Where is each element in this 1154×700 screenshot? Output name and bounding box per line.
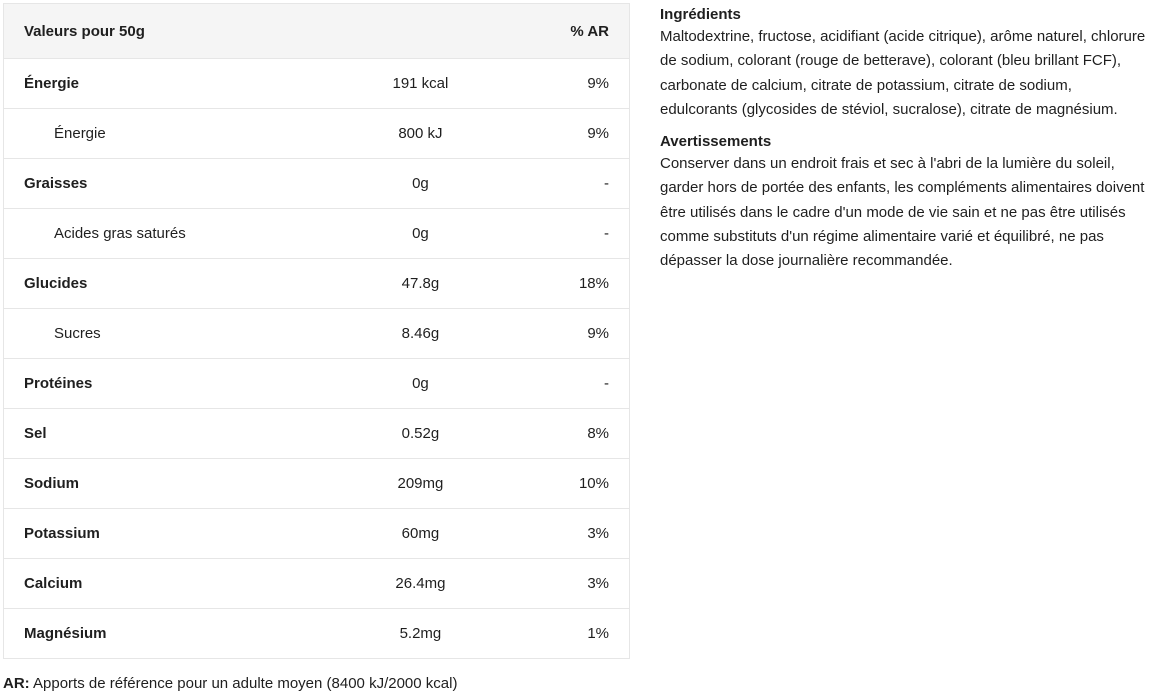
row-pct: 9%	[522, 59, 629, 109]
row-value: 800 kJ	[318, 109, 522, 159]
row-label: Potassium	[4, 509, 319, 559]
row-pct: -	[522, 359, 629, 409]
warnings-title: Avertissements	[660, 133, 772, 151]
row-pct: 18%	[522, 259, 629, 309]
row-label: Sucres	[4, 309, 319, 359]
row-label: Magnésium	[4, 609, 319, 659]
row-label: Graisses	[4, 159, 319, 209]
row-pct: -	[522, 159, 629, 209]
row-pct: 8%	[522, 409, 629, 459]
table-row	[4, 159, 630, 209]
table-header-row	[4, 4, 630, 59]
table-row	[4, 509, 630, 559]
table-row	[4, 109, 630, 159]
row-label: Énergie	[4, 109, 319, 159]
header-pct: % AR	[522, 4, 629, 59]
row-value: 47.8g	[318, 259, 522, 309]
row-label: Sodium	[4, 459, 319, 509]
table-row	[4, 59, 630, 109]
header-value	[318, 4, 522, 59]
row-label: Glucides	[4, 259, 319, 309]
row-label: Calcium	[4, 559, 319, 609]
row-value: 0g	[318, 209, 522, 259]
ingredients-text: Maltodextrine, fructose, acidifiant (acide citrique), arôme naturel, chlorure de sodium, colorant (rouge de betterave), colorant (bleu brillant FCF), carbonate de calcium, citrate de potassium, citrate de sodium, edulcorants (glycosides de stéviol, sucralose), citrate de magnésium.	[660, 28, 1146, 118]
row-value: 8.46g	[318, 309, 522, 359]
row-value: 0.52g	[318, 409, 522, 459]
row-label: Énergie	[4, 59, 319, 109]
footnote-abbr: AR:	[3, 675, 30, 692]
warnings-text: Conserver dans un endroit frais et sec à l'abri de la lumière du soleil, garder hors de portée des enfants, les compléments alimentaires doivent être utilisés dans le cadre d'un mode de vie sain et ne pas être utilisés comme substituts d'un régime alimentaire varié et équilibré, ne pas dépasser la dose journalière recommandée.	[660, 155, 1145, 270]
row-value: 60mg	[318, 509, 522, 559]
row-pct: 3%	[522, 509, 629, 559]
row-pct: 9%	[522, 309, 629, 359]
row-pct: 9%	[522, 109, 629, 159]
row-pct: 3%	[522, 559, 629, 609]
row-pct: 10%	[522, 459, 629, 509]
table-row	[4, 559, 630, 609]
row-label: Sel	[4, 409, 319, 459]
row-value: 5.2mg	[318, 609, 522, 659]
footnote-text: Apports de référence pour un adulte moyen (8400 kJ/2000 kcal)	[33, 675, 458, 692]
row-value: 0g	[318, 159, 522, 209]
header-label: Valeurs pour 50g	[4, 4, 319, 59]
table-row	[4, 309, 630, 359]
row-value: 26.4mg	[318, 559, 522, 609]
table-row	[4, 459, 630, 509]
table-row	[4, 259, 630, 309]
row-pct: 1%	[522, 609, 629, 659]
table-row	[4, 609, 630, 659]
row-value: 0g	[318, 359, 522, 409]
row-value: 191 kcal	[318, 59, 522, 109]
nutrition-table	[3, 3, 630, 659]
row-value: 209mg	[318, 459, 522, 509]
ingredients-title: Ingrédients	[660, 6, 741, 23]
row-label: Acides gras saturés	[4, 209, 319, 259]
row-label: Protéines	[4, 359, 319, 409]
row-pct: -	[522, 209, 629, 259]
table-row	[4, 409, 630, 459]
product-info	[660, 5, 1150, 284]
table-row	[4, 359, 630, 409]
reference-footnote	[3, 675, 457, 692]
table-row	[4, 209, 630, 259]
